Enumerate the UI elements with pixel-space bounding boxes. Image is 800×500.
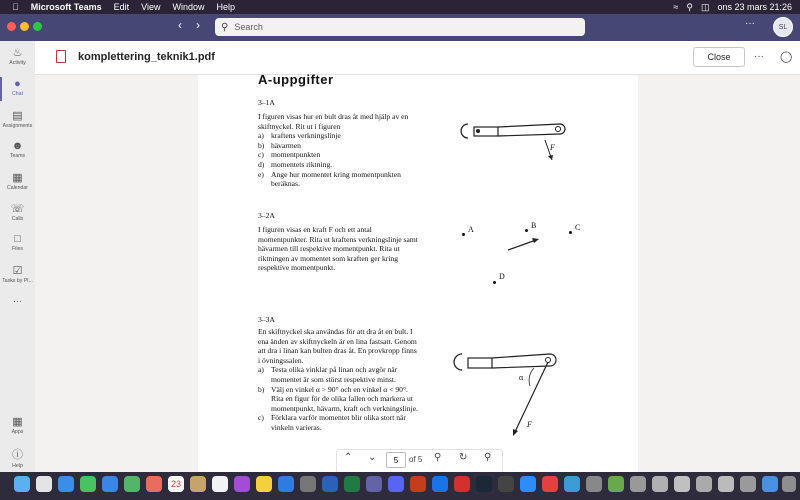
menu-help[interactable]: Help — [209, 2, 229, 12]
force-arrow-2 — [506, 236, 542, 254]
app-icon-5[interactable] — [608, 476, 624, 492]
list-item: b) hävarmen — [258, 140, 301, 150]
wrench-figure-3 — [452, 348, 562, 438]
app-icon-1[interactable] — [498, 476, 514, 492]
search-icon[interactable]: ⚲ — [686, 1, 693, 12]
list-item: e) Ange hur momentet kring momentpunkten beräknas. — [258, 169, 401, 189]
finder-icon[interactable] — [14, 476, 30, 492]
trash-icon[interactable] — [782, 476, 796, 492]
list-item: d) momentets riktning. — [258, 159, 333, 169]
calendar-dock-icon[interactable]: 23 — [168, 476, 184, 492]
alpha-label: α — [519, 373, 524, 382]
menu-app-name[interactable]: Microsoft Teams — [24, 2, 95, 12]
messages-icon[interactable] — [80, 476, 96, 492]
previous-page-icon[interactable]: ⌃ — [344, 452, 353, 463]
rail-item-activity[interactable]: ♨ Activity — [0, 46, 35, 66]
app-store-icon[interactable] — [278, 476, 294, 492]
rotate-icon[interactable]: ↻ — [459, 452, 468, 463]
rail-item-chat[interactable]: ● Chat — [0, 78, 35, 97]
recent-file-icon-3[interactable] — [674, 476, 690, 492]
question-number-3: 3–3A — [258, 315, 275, 324]
safari-icon[interactable] — [58, 476, 74, 492]
question-3-list — [258, 365, 418, 432]
close-window-button[interactable] — [7, 22, 16, 31]
page-heading: A-uppgifter — [258, 72, 334, 87]
system-preferences-icon[interactable] — [300, 476, 316, 492]
zoom-dock-icon[interactable] — [520, 476, 536, 492]
teams-icon: ☻ — [11, 140, 24, 152]
menubar-clock[interactable]: ons 23 mars 21:26 — [717, 2, 792, 12]
question-2-text: I figuren visas en kraft F och ett antal momentpunkter. Rita ut kraftens verkningslinje samt hävarmen till respektive momentpunkt. Rita ut riktningen av momentet som kraften ger kring respektive momentpunkt. — [258, 225, 418, 273]
search-input[interactable] — [215, 18, 585, 36]
word-icon[interactable] — [322, 476, 338, 492]
file-name: komplettering_teknik1.pdf — [78, 51, 215, 63]
help-icon: ⓘ — [12, 449, 23, 461]
question-number-2: 3–2A — [258, 211, 275, 220]
page-number-input[interactable]: 5 — [386, 452, 406, 468]
photos-icon[interactable] — [146, 476, 162, 492]
close-button[interactable]: Close — [693, 47, 745, 67]
more-options-icon[interactable]: ··· — [754, 51, 764, 62]
rail-item-teams[interactable]: ☻ Teams — [0, 140, 35, 159]
app-icon-4[interactable] — [586, 476, 602, 492]
app-icon-2[interactable] — [542, 476, 558, 492]
point-c-label: C — [575, 223, 581, 232]
left-rail — [0, 41, 35, 472]
forward-arrow-icon[interactable]: › — [196, 18, 200, 32]
next-page-icon[interactable]: ⌄ — [368, 452, 377, 463]
rail-item-tasks[interactable]: ☑ Tasks by Pl... — [0, 264, 35, 284]
phone-icon: ☏ — [10, 203, 25, 215]
mail-icon[interactable] — [102, 476, 118, 492]
point-a — [462, 233, 465, 236]
notes-icon[interactable] — [256, 476, 272, 492]
pdf-file-icon — [56, 50, 66, 63]
avatar[interactable]: SL — [773, 17, 793, 37]
point-b — [525, 229, 528, 232]
acrobat-icon[interactable] — [454, 476, 470, 492]
apps-icon: ▦ — [12, 416, 23, 428]
tasks-icon: ☑ — [12, 265, 23, 277]
point-d-label: D — [499, 272, 505, 281]
control-center-icon[interactable]: ◫ — [700, 1, 710, 12]
search-icon: ⚲ — [221, 21, 229, 33]
point-c — [569, 231, 572, 234]
minimize-window-button[interactable] — [20, 22, 29, 31]
settings-more-icon[interactable]: ··· — [745, 18, 755, 29]
rail-item-apps[interactable]: ▦ Apps — [0, 415, 35, 435]
podcasts-icon[interactable] — [234, 476, 250, 492]
menu-window[interactable]: Window — [165, 2, 198, 12]
steam-icon[interactable] — [476, 476, 492, 492]
chrome-icon[interactable] — [432, 476, 448, 492]
question-1 — [258, 112, 418, 189]
wrench-figure-1 — [460, 118, 575, 168]
menu-view[interactable]: View — [134, 2, 154, 12]
reminders-icon[interactable] — [212, 476, 228, 492]
maps-icon[interactable] — [124, 476, 140, 492]
powerpoint-icon[interactable] — [410, 476, 426, 492]
search-placeholder: Search — [234, 22, 263, 32]
question-1-text: I figuren visas hur en bult dras åt med hjälp av en skiftnyckel. Rit ut i figuren — [258, 112, 409, 131]
recent-file-icon-2[interactable] — [652, 476, 668, 492]
list-item: a) Testa olika vinklar på linan och avgör när momentet är som störst respektive minst. — [258, 365, 398, 384]
chat-bubble-icon[interactable]: ◯ — [780, 51, 793, 63]
bell-icon: ♨ — [12, 47, 23, 59]
launchpad-icon[interactable] — [36, 476, 52, 492]
assignments-icon: ▤ — [12, 110, 23, 122]
question-3-text: En skiftnyckel ska användas för att dra åt en bult. I ena änden av skiftnyckeln är en lina fastsatt. Genom att dra i linan kan bulten dras åt. En provkropp finns i övningssalen. — [258, 327, 417, 365]
point-a-label: A — [468, 225, 474, 234]
page-count: of 5 — [409, 455, 423, 464]
force-label-1: F — [550, 143, 555, 152]
mac-menubar — [0, 0, 800, 14]
list-item: c) momentpunkten — [258, 150, 321, 160]
app-icon-3[interactable] — [564, 476, 580, 492]
calendar-icon: ▦ — [12, 172, 23, 184]
rail-item-assignments[interactable]: ▤ Assignments — [0, 109, 35, 129]
recent-file-icon-1[interactable] — [630, 476, 646, 492]
search-document-icon[interactable]: ⚲ — [484, 452, 492, 463]
question-3 — [258, 327, 418, 433]
recent-file-icon-6[interactable] — [740, 476, 756, 492]
rail-more[interactable]: ··· — [13, 296, 22, 306]
rail-item-calls[interactable]: ☏ Calls — [0, 202, 35, 222]
list-item: a) kraftens verkningslinje — [258, 131, 341, 141]
recent-file-icon-4[interactable] — [696, 476, 712, 492]
list-item: c) Förklara varför momentet blir olika stort när vinkeln varieras. — [258, 413, 406, 432]
chat-icon: ● — [14, 78, 21, 90]
excel-icon[interactable] — [344, 476, 360, 492]
question-1-list — [258, 131, 418, 189]
rail-item-help[interactable]: ⓘ Help — [0, 446, 35, 469]
zoom-window-button[interactable] — [33, 22, 42, 31]
zoom-icon[interactable]: ⚲ — [434, 452, 442, 463]
discord-icon[interactable] — [388, 476, 404, 492]
point-d — [493, 281, 496, 284]
back-arrow-icon[interactable]: ‹ — [178, 18, 182, 32]
recent-file-icon-5[interactable] — [718, 476, 734, 492]
downloads-icon[interactable] — [762, 476, 778, 492]
rail-item-calendar[interactable]: ▦ Calendar — [0, 171, 35, 191]
wifi-icon[interactable]: ≈ — [673, 2, 679, 12]
rail-item-files[interactable]: □ Files — [0, 233, 35, 252]
list-item: b) Välj en vinkel α > 90° och en vinkel α < 90°. Rita en figur för de olika fallen och markera ut momentpunkt, hävarm, kraft och verkningslinje. — [258, 384, 418, 413]
point-b-label: B — [531, 221, 537, 230]
contacts-icon[interactable] — [190, 476, 206, 492]
menu-edit[interactable]: Edit — [106, 2, 123, 12]
apple-icon[interactable] — [12, 2, 19, 12]
teams-dock-icon[interactable] — [366, 476, 382, 492]
force-label-3: F — [527, 420, 532, 429]
question-number-1: 3–1A — [258, 98, 275, 107]
file-icon: □ — [14, 233, 21, 245]
